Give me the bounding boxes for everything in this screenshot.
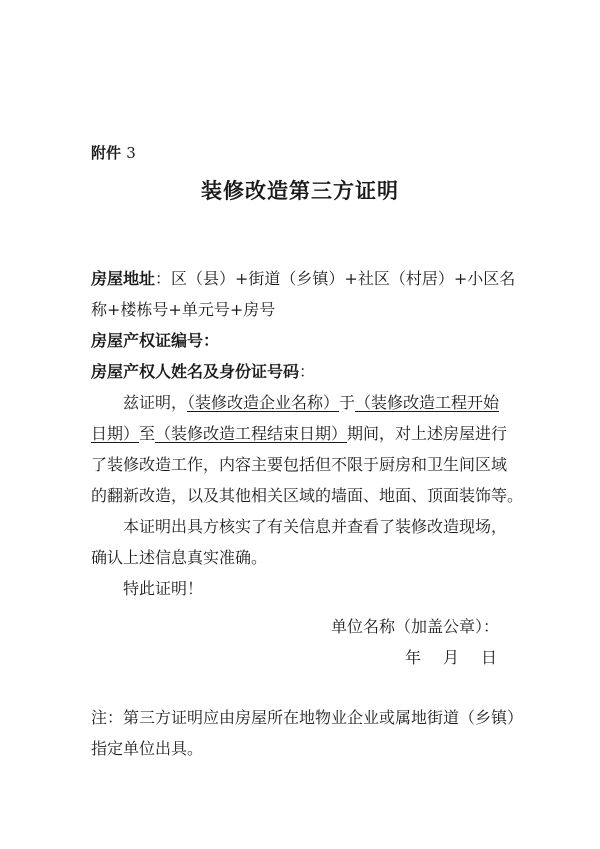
address-line-1 <box>91 263 521 294</box>
fields-block <box>91 263 521 387</box>
note-line-1: 注：第三方证明应由房屋所在地物业企业或属地街道（乡镇） <box>91 708 524 727</box>
start-date-placeholder-1: （装修改造工程开始 <box>355 393 500 412</box>
certification-paragraph <box>91 387 524 604</box>
date-line <box>405 645 519 668</box>
address-label: 房屋地址 <box>91 269 156 288</box>
note-line-2: 指定单位出具。 <box>91 739 204 758</box>
cert-line-4: 的翻新改造，以及其他相关区域的墙面、地面、顶面装饰等。 <box>91 486 524 505</box>
attachment-text: 附件 <box>91 144 122 162</box>
closing-line: 特此证明！ <box>123 579 204 598</box>
month-label: 月 <box>443 648 460 667</box>
cert-line-3: 了装修改造工作，内容主要包括但不限于厨房和卫生间区域 <box>91 455 508 474</box>
attachment-label <box>91 142 136 163</box>
owner-label: 房屋产权人姓名及身份证号码 <box>91 362 300 381</box>
attachment-number: 3 <box>126 144 136 162</box>
day-label: 日 <box>481 648 498 667</box>
cert-period: 期间，对上述房屋进行 <box>347 424 508 443</box>
start-date-placeholder-2: 日期） <box>91 424 140 443</box>
cert-line-1 <box>91 387 521 418</box>
document-title: 装修改造第三方证明 <box>201 178 399 203</box>
verify-line-1: 本证明出具方核实了有关信息并查看了装修改造现场， <box>123 517 508 536</box>
cert-yu: 于 <box>339 393 356 412</box>
address-line-2: 称+楼栋号+单元号+房号 <box>91 300 276 319</box>
cert-zhi: 至 <box>139 424 156 443</box>
verify-line-2: 确认上述信息真实准确。 <box>91 548 268 567</box>
cert-no-label: 房屋产权证编号： <box>91 331 220 350</box>
note-block <box>91 702 524 764</box>
cert-line-2 <box>91 418 521 449</box>
owner-colon: ： <box>299 362 316 381</box>
cert-intro: 兹证明， <box>123 393 188 412</box>
owner-line <box>91 356 521 387</box>
year-label: 年 <box>405 648 422 667</box>
unit-name-label: 单位名称（加盖公章）： <box>331 617 500 636</box>
company-name-placeholder: （装修改造企业名称） <box>187 393 340 412</box>
end-date-placeholder: （装修改造工程结束日期） <box>155 424 348 443</box>
address-value-1: ：区（县）+街道（乡镇）+社区（村居）+小区名 <box>155 269 516 288</box>
